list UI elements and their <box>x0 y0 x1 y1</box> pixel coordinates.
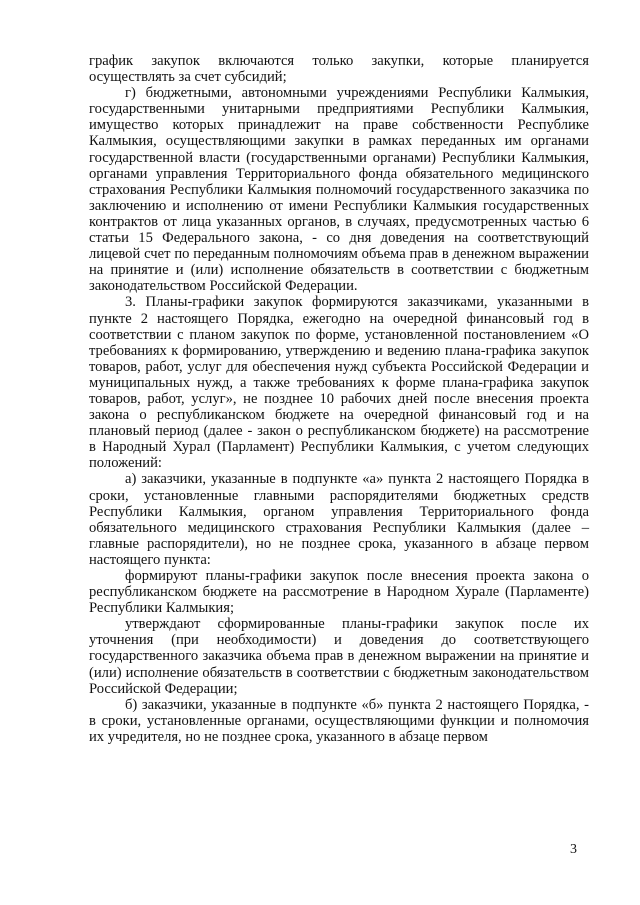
paragraph: а) заказчики, указанные в подпункте «а» пункта 2 настоящего Порядка в сроки, установленные главными распорядителями бюджетных средств Республики Калмыкия, органом управления Территориального фонда обязательного медицинского страхования Республики Калмыкия (далее – главные распорядители), но не позднее срока, указанного в абзаце первом настоящего пункта: <box>89 471 589 568</box>
paragraph: график закупок включаются только закупки, которые планируется осуществлять за счет субсидий; <box>89 53 589 86</box>
paragraph: г) бюджетными, автономными учреждениями Республики Калмыкия, государственными унитарными предприятиями Республики Калмыкия, имущество которых принадлежит на праве собственности Республике Калмыкия, осуществляющими закупки в рамках переданных им органами государственной власти (государственными органами) Республики Калмыкия, органами управления Территориального фонда обязательного медицинского страхования Республики Калмыкия полномочий государственного заказчика по заключению и исполнению от имени Республики Калмыкия государственных контрактов от лица указанных органов, в случаях, предусмотренных частью 6 статьи 15 Федерального закона, - со дня доведения на соответствующий лицевой счет по переданным полномочиям объема прав в денежном выражении на принятие и (или) исполнение обязательств в соответствии с бюджетным законодательством Российской Федерации. <box>89 85 589 295</box>
paragraph: формируют планы-графики закупок после внесения проекта закона о республиканском бюджете на рассмотрение в Народном Хурале (Парламенте) Республики Калмыкия; <box>89 568 589 617</box>
document-body <box>89 53 589 745</box>
paragraph: 3. Планы-графики закупок формируются заказчиками, указанными в пункте 2 настоящего Порядка, ежегодно на очередной финансовый год в соответствии с планом закупок по форме, установленной постановлением «О требованиях к формированию, утверждению и ведению плана-графика закупок товаров, работ, услуг для обеспечения нужд субъекта Российской Федерации и муниципальных нужд, а также требованиях к форме плана-графика закупок товаров, работ, услуг», не позднее 10 рабочих дней после внесения проекта закона о республиканском бюджете на очередной финансовый год и на плановый период (далее - закон о республиканском бюджете) на рассмотрение в Народный Хурал (Парламент) Республики Калмыкия, с учетом следующих положений: <box>89 294 589 472</box>
page-number: 3 <box>570 842 577 857</box>
paragraph: утверждают сформированные планы-графики закупок после их уточнения (при необходимости) и доведения до соответствующего государственного заказчика объема прав в денежном выражении на принятие и (или) исполнение обязательств в соответствии с бюджетным законодательством Российской Федерации; <box>89 616 589 697</box>
paragraph: б) заказчики, указанные в подпункте «б» пункта 2 настоящего Порядка, - в сроки, установленные органами, осуществляющими функции и полномочия их учредителя, но не позднее срока, указанного в абзаце первом <box>89 696 589 745</box>
